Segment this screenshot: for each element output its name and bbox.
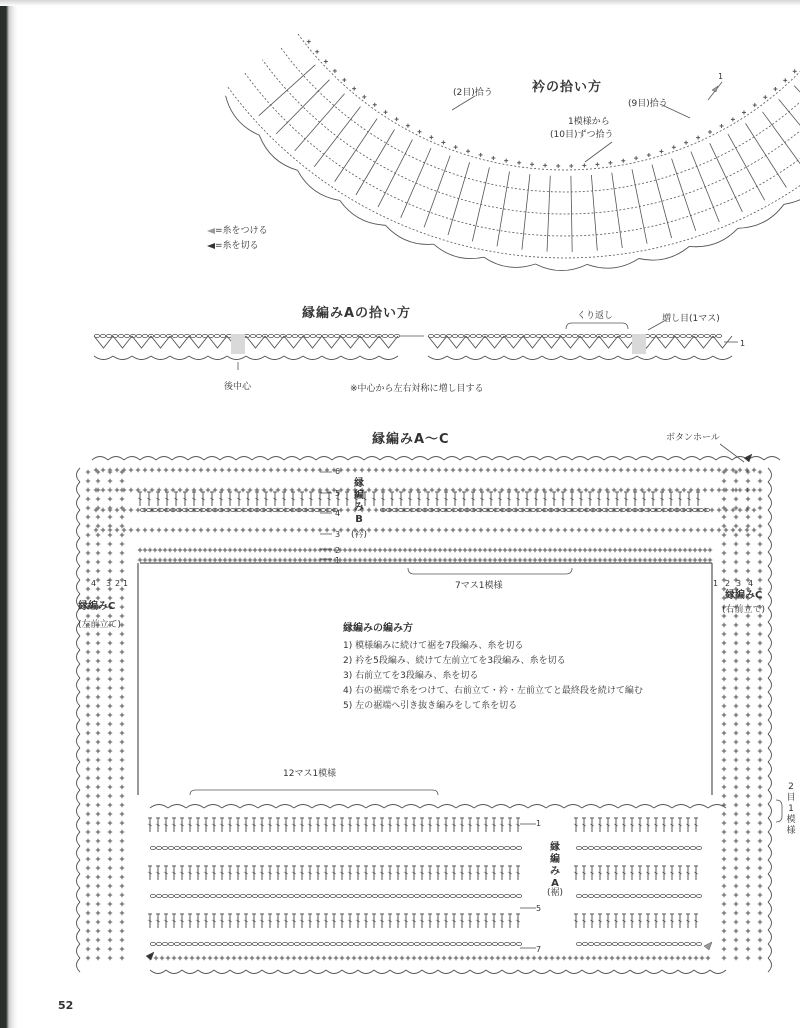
bottom-band-last-plus-row [148, 956, 710, 960]
right-front-number-3: 4 [748, 579, 754, 588]
right-front-number-0: 1 [713, 579, 719, 588]
left-front-number-0: 4 [91, 579, 97, 588]
frame-right-scallops [768, 468, 772, 972]
repeat-12-label: 12マス1模様 [283, 769, 337, 779]
bottom-band-scallops [150, 805, 726, 809]
left-front-plus-col-3 [120, 470, 124, 960]
collar-pick-10-label-b: (10目)ずつ拾う [550, 130, 614, 140]
button-hole-pointer [720, 444, 744, 462]
edging-a-sub-label: (裾) [547, 888, 564, 898]
method-step-1: 2) 衿を5段編み、続けて左前立てを3段編み、糸を切る [343, 656, 566, 666]
back-center-highlight [231, 334, 245, 354]
bottom-row-number-1: 5 [536, 904, 542, 913]
pickup-back-center-label: 後中心 [224, 382, 252, 392]
top-band-foundation-row-2 [138, 558, 712, 562]
top-band-chain-left [140, 508, 337, 511]
cut-yarn-mark-bottom-left [146, 952, 154, 960]
collar-title: 衿の拾い方 [532, 80, 603, 95]
pickup-increase-label: 増し目(1マス) [662, 314, 720, 324]
bottom-band-chain-right-3 [576, 894, 701, 897]
collar-pick-10-label-a: 1模様から [568, 117, 610, 127]
collar-attach-yarn-mark [712, 86, 718, 92]
edging-a-pickup-title: 縁編みAの拾い方 [302, 306, 412, 321]
top-row-number-0: 6 [335, 467, 341, 476]
edging-a-pickup-chart [94, 320, 738, 370]
bottom-band-chain-left-3 [150, 894, 521, 897]
button-hole-label: ボタンホール [666, 433, 720, 443]
right-front-plus-col-1 [734, 470, 738, 960]
side-repeat-label: 2目1模様 [786, 782, 796, 836]
collar-scallop-edge [226, 96, 800, 271]
collar-stitch-radials [259, 56, 800, 252]
bottom-row-number-2: 7 [536, 945, 542, 954]
collar-row-arc-0 [298, 34, 800, 170]
top-row-number-3: 3 [335, 530, 341, 539]
collar-pick-2-label: (2目)拾う [453, 88, 493, 98]
method-step-2: 3) 右前立てを3段編み、糸を切る [343, 671, 479, 681]
edging-c-left-label: 縁編みC [78, 601, 116, 612]
left-front-number-1: 3 [106, 579, 112, 588]
top-band-foundation-row [138, 548, 712, 552]
increase-highlight [632, 334, 646, 354]
frame-bottom-scallops [150, 970, 726, 974]
repeat-7-bracket [408, 568, 572, 574]
bottom-band-dc-row-left-2 [148, 866, 520, 880]
pickup-arcs-right [428, 356, 732, 360]
left-front-plus-col-0 [86, 470, 90, 960]
legend-attach-yarn: =糸をつける [207, 226, 268, 237]
collar-row-number: 1 [718, 72, 724, 81]
top-row-number-5: 1 [335, 556, 341, 565]
pickup-chain-right [428, 334, 721, 337]
top-row-number-2: 4 [335, 509, 341, 518]
right-front-number-2: 3 [736, 579, 742, 588]
left-front-plus-col-1 [96, 470, 100, 960]
collar-pointer-10 [585, 142, 612, 162]
collar-row-arc-3 [245, 73, 800, 236]
collar-row-arc-1 [280, 47, 800, 192]
right-front-plus-col-3 [758, 470, 762, 960]
right-front-plus-col-0 [722, 470, 726, 960]
legend-cut-yarn: =糸を切る [207, 241, 259, 252]
edging-c-left-sub: (左前立て) [78, 620, 122, 630]
pickup-repeat-label: くり返し [577, 311, 614, 321]
bottom-band-dc-row-right-4 [574, 914, 698, 928]
method-title: 縁編みの編み方 [343, 623, 413, 634]
attach-yarn-icon [207, 228, 215, 234]
edging-b-sub-label: (衿) [351, 530, 368, 540]
collar-pickup-plus-row [307, 30, 800, 168]
bottom-band-dc-row-left-4 [148, 914, 520, 928]
bottom-band-chain-left-1 [150, 846, 521, 849]
pickup-arcs-left [94, 356, 398, 360]
attach-yarn-mark-bottom-right [704, 942, 712, 950]
right-front-number-1: 2 [725, 579, 731, 588]
side-repeat-bracket [776, 800, 782, 822]
bottom-band-chain-right-5 [576, 942, 701, 945]
bottom-row-number-0: 1 [536, 819, 542, 828]
bottom-band-dc-row-right-2 [574, 866, 698, 880]
right-front-plus-col-2 [746, 470, 750, 960]
bottom-band-dc-row-left-0 [148, 818, 520, 832]
edging-b-label: 縁編みB [354, 478, 364, 525]
method-step-4: 5) 左の裾端へ引き抜き編みをして糸を切る [343, 701, 518, 711]
left-front-number-2: 2 [115, 579, 121, 588]
top-band-plus-row-0 [94, 468, 756, 472]
top-band-plus-row-3 [94, 528, 756, 532]
frame-left-scallops [77, 468, 81, 972]
page-number: 52 [58, 999, 74, 1012]
edging-a-label: 縁編みA [550, 842, 560, 889]
repeat-7-label: 7マス1模様 [455, 581, 503, 591]
top-row-number-4: 2 [335, 546, 341, 555]
left-front-plus-col-2 [108, 470, 112, 960]
pickup-row-number: 1 [740, 339, 746, 348]
bottom-band-chain-right-1 [576, 846, 701, 849]
repeat-12-bracket [190, 790, 438, 795]
edging-ac-title: 縁編みA～C [372, 432, 450, 447]
collar-fan-chart [226, 30, 800, 271]
repeat-bracket [566, 323, 628, 329]
method-step-0: 1) 模様編みに続けて裾を7段編み、糸を切る [343, 641, 524, 651]
edging-c-right-label: 縁編みC [725, 590, 763, 601]
left-front-number-3: 1 [123, 579, 129, 588]
top-band-dc-row [138, 492, 700, 506]
collar-pick-9-label: (9目)拾う [628, 99, 668, 109]
frame-top-scallops [92, 457, 780, 461]
top-row-number-1: 5 [335, 489, 341, 498]
edging-c-right-sub: (右前立て) [722, 605, 766, 615]
bottom-band-chain-left-5 [150, 942, 521, 945]
cut-yarn-icon [207, 243, 215, 249]
collar-row-arc-4 [227, 86, 800, 258]
method-step-3: 4) 右の裾端で糸をつけて、右前立て・衿・左前立てと最終段を続けて編む [343, 686, 643, 696]
bottom-band-dc-row-right-0 [574, 818, 698, 832]
pickup-note: ※中心から左右対称に増し目する [350, 384, 484, 394]
